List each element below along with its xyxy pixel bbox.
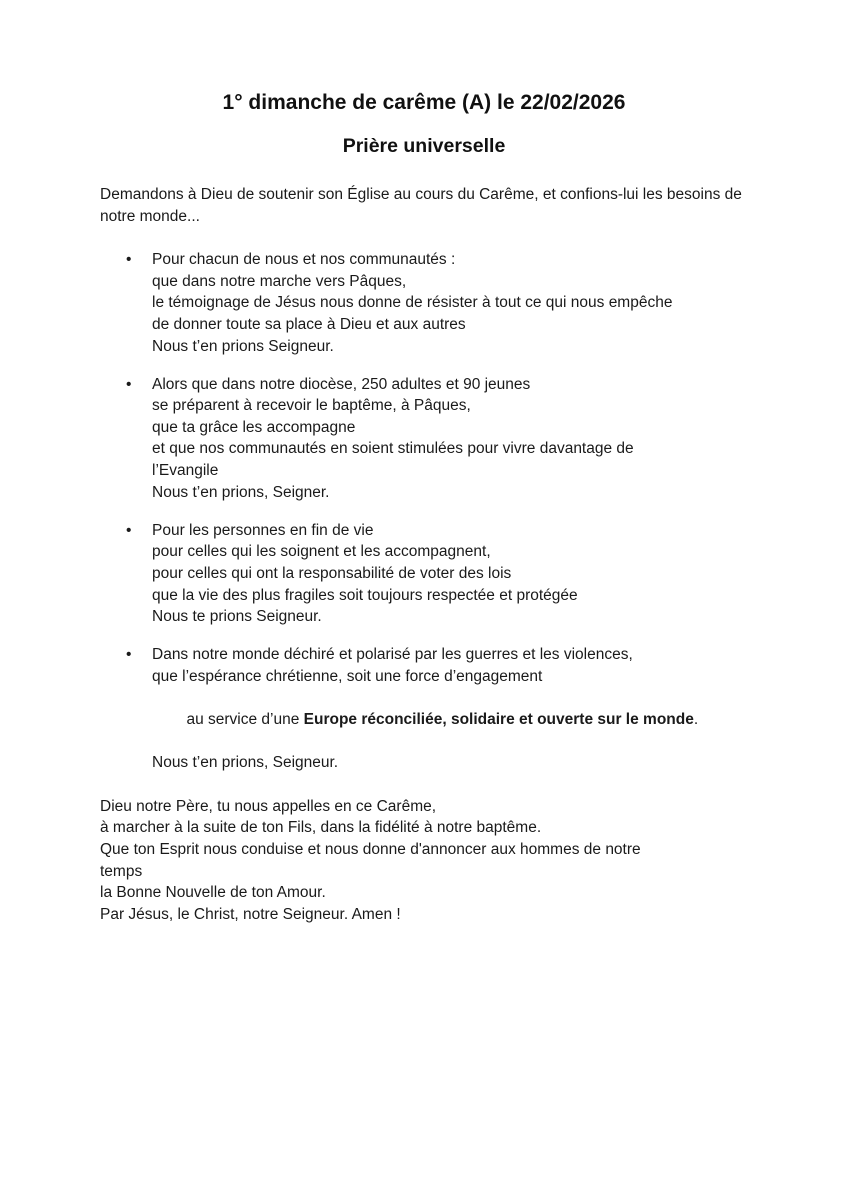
- prayer-line: Dans notre monde déchiré et polarisé par les guerres et les violences,: [152, 646, 633, 664]
- bullet-marker: •: [126, 646, 132, 664]
- prayer-line: Nous t’en prions, Seigneur.: [152, 754, 339, 772]
- list-item: [100, 249, 748, 357]
- prayer-line: Alors que dans notre diocèse, 250 adultes et 90 jeunes: [152, 375, 531, 393]
- list-item: [100, 520, 748, 628]
- closing-line: Par Jésus, le Christ, notre Seigneur. Amen !: [100, 905, 401, 923]
- closing-line: Dieu notre Père, tu nous appelles en ce Carême,: [100, 797, 437, 815]
- list-item: [100, 374, 748, 504]
- prayer-line: pour celles qui les soignent et les accompagnent,: [152, 543, 491, 561]
- prayer-line: [152, 687, 748, 752]
- prayer-line: Nous te prions Seigneur.: [152, 608, 322, 626]
- prayer-line: Nous t’en prions, Seigner.: [152, 483, 330, 501]
- intro-paragraph: Demandons à Dieu de soutenir son Église au cours du Carême, et confions-lui les besoins de notre monde...: [100, 186, 742, 225]
- prayer-line: que ta grâce les accompagne: [152, 418, 356, 436]
- list-item: [100, 644, 748, 774]
- closing-line: temps: [100, 862, 143, 880]
- bullet-marker: •: [126, 375, 132, 393]
- bullet-marker: •: [126, 521, 132, 539]
- prayer-line: que dans notre marche vers Pâques,: [152, 272, 407, 290]
- closing-line: à marcher à la suite de ton Fils, dans la fidélité à notre baptême.: [100, 819, 542, 837]
- page-subtitle: Prière universelle: [342, 135, 506, 157]
- closing-paragraph: [100, 796, 748, 926]
- prayer-line: l’Evangile: [152, 462, 219, 480]
- prayer-line: se préparent à recevoir le baptême, à Pâques,: [152, 397, 471, 415]
- closing-line: Que ton Esprit nous conduise et nous donne d'annoncer aux hommes de notre: [100, 840, 641, 858]
- closing-line: la Bonne Nouvelle de ton Amour.: [100, 884, 326, 902]
- prayer-line-prefix: au service d’une: [186, 710, 304, 728]
- prayer-line: que la vie des plus fragiles soit toujours respectée et protégée: [152, 586, 578, 604]
- prayer-line-suffix: .: [693, 710, 699, 728]
- prayer-line: Pour les personnes en fin de vie: [152, 521, 374, 539]
- prayer-list: [100, 249, 748, 774]
- bullet-marker: •: [126, 251, 132, 269]
- prayer-line: et que nos communautés en soient stimulées pour vivre davantage de: [152, 440, 634, 458]
- prayer-line: pour celles qui ont la responsabilité de voter des lois: [152, 564, 512, 582]
- prayer-line: Nous t’en prions Seigneur.: [152, 337, 334, 355]
- prayer-line: de donner toute sa place à Dieu et aux autres: [152, 315, 466, 333]
- prayer-line: que l’espérance chrétienne, soit une force d’engagement: [152, 667, 543, 685]
- page-title: 1° dimanche de carême (A) le 22/02/2026: [222, 91, 626, 114]
- prayer-line: Pour chacun de nous et nos communautés :: [152, 251, 456, 269]
- prayer-line-bold: Europe réconciliée, solidaire et ouverte sur le monde: [303, 710, 694, 728]
- prayer-line: le témoignage de Jésus nous donne de résister à tout ce qui nous empêche: [152, 294, 673, 312]
